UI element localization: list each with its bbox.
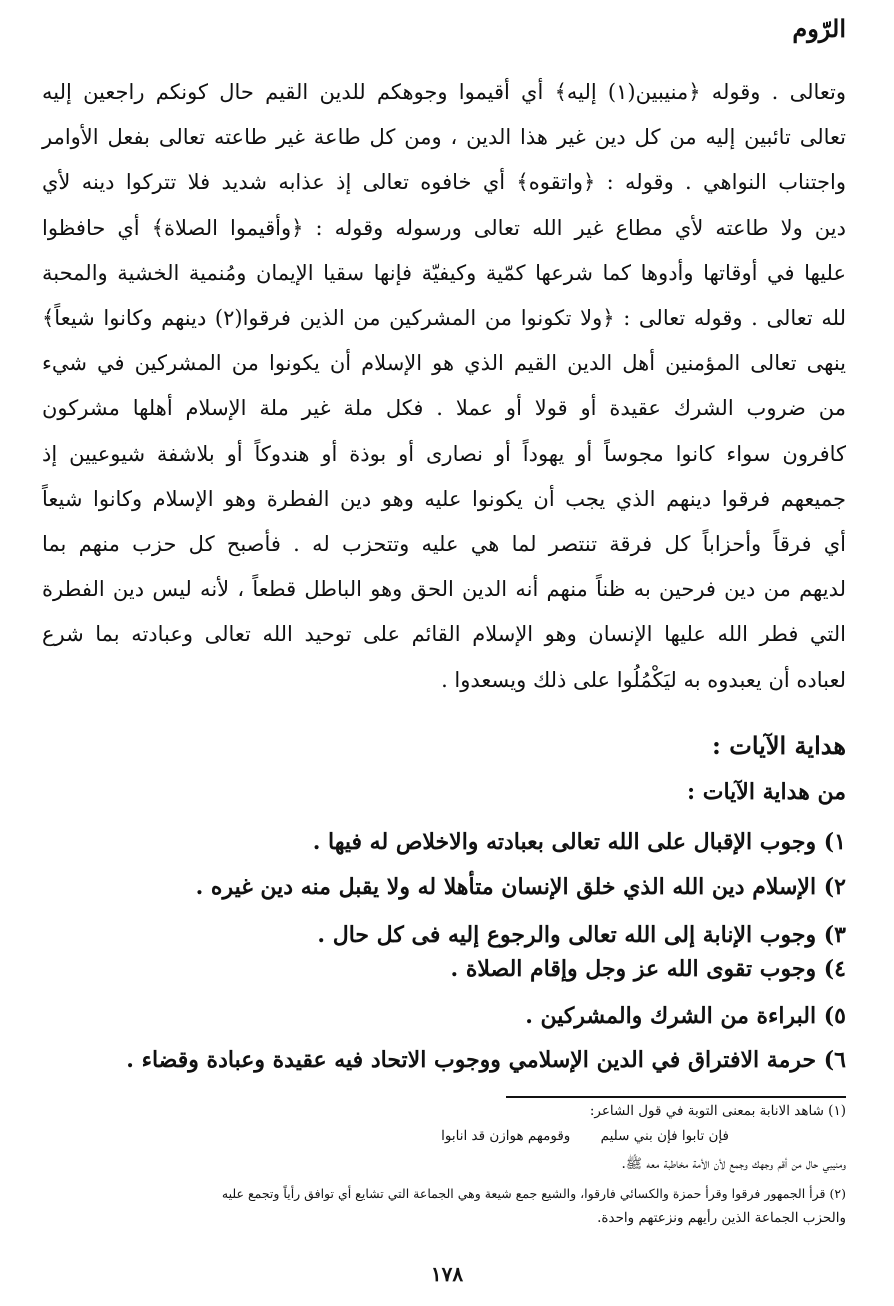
body-line: جميعهم فرقوا دينهم الذي يجب أن يكونوا عليه وهو دين الفطرة وهو الإسلام وكانوا شيعاً [42, 486, 846, 511]
body-line: أي فرقاً وأحزاباً كل فرقة تنتصر لما هي عليه وتتحزب له . فأصبح كل حزب منهم بما [42, 532, 846, 557]
footnote-1-note: ومنيبي حال من أقم وجهك وجمع لأن الأمة مخاطبة معه ﷺ. [621, 1156, 846, 1172]
section-subtitle: من هداية الآيات : [686, 779, 846, 805]
body-line: كافرون سواء كانوا مجوساً أو يهوداً أو نصارى أو بوذة أو هندوكاً أو بلاشفة شيوعيين إذ [42, 441, 846, 466]
commentary-body [42, 70, 846, 703]
body-line: ينهى تعالى المؤمنين أهل الدين القيم الذي هو الإسلام أن يكونوا من المشركين في شيء [42, 351, 846, 376]
surah-header: الرّوم [792, 14, 846, 43]
guidance-item: ٢) الإسلام دين الله الذي خلق الإنسان متأهلا له ولا يقبل منه دين غيره . [195, 874, 846, 900]
body-line: لعباده أن يعبدوه به ليَكْمُلُوا على ذلك ويسعدوا . [441, 667, 846, 692]
footnote-divider [506, 1096, 846, 1098]
verse-hemistich-2: وقومهم هوازن قد انابوا [441, 1128, 571, 1144]
body-line: دين ولا طاعته لأي مطاع غير الله تعالى ورسوله وقوله : ﴿وأقيموا الصلاة﴾ أي حافظوا [42, 215, 846, 240]
section-title: هداية الآيات : [712, 731, 846, 760]
body-line: من ضروب الشرك عقيدة أو قولا أو عملا . فكل ملة غير ملة الإسلام أهلها مشركون [42, 396, 846, 421]
body-line: لديهم من دين فرحين به ظناً منهم أنه الدين الحق وهو الباطل قطعاً ، لأنه ليس دين الفطرة [42, 577, 846, 602]
guidance-item: ٦) حرمة الافتراق في الدين الإسلامي ووجوب الاتحاد فيه عقيدة وعبادة وقضاء . [126, 1047, 846, 1073]
body-line: لله تعالى . وقوله تعالى : ﴿ولا تكونوا من المشركين من الذين فرقوا(٢) دينهم وكانوا شيعاً﴾ [42, 306, 846, 331]
guidance-item: ٥) البراءة من الشرك والمشركين . [525, 1003, 846, 1029]
guidance-item: ١) وجوب الإقبال على الله تعالى بعبادته والاخلاص له فيها . [312, 829, 846, 855]
guidance-item: ٤) وجوب تقوى الله عز وجل وإقام الصلاة . [450, 956, 846, 982]
body-line: عليها في أوقاتها وأدوها كما شرعها كمّية وكيفيّة فإنها سقيا الإيمان ومُنمية الخشية والمحبة [42, 260, 846, 285]
body-line: واجتناب النواهي . وقوله : ﴿واتقوه﴾ أي خافوه تعالى إذ عذابه شديد فلا تتركوا دينه لأي [42, 170, 846, 195]
page-number: ١٧٨ [430, 1262, 464, 1286]
verse-hemistich-1: فإن تابوا فإن بني سليم [600, 1128, 729, 1144]
poetry-verse [415, 1128, 729, 1144]
footnote-2-line-1: (٢) قرأ الجمهور فرقوا وقرأ حمزة والكسائي فارقوا، والشيع جمع شيعة وهي الجماعة التي تشايع أي توافق رأياً وتجمع عليه [221, 1186, 846, 1201]
body-line: وتعالى . وقوله ﴿منيبين(١) إليه﴾ أي أقيموا وجوهكم للدين القيم حال كونكم راجعين إليه [42, 80, 846, 104]
footnote-1-intro: (١) شاهد الانابة بمعنى التوبة في قول الشاعر: [589, 1103, 846, 1119]
body-line: تعالى تائبين إليه من كل دين غير هذا الدين ، ومن كل طاعة غير طاعته تعالى بفعل الأوامر [42, 125, 846, 150]
body-line: التي فطر الله عليها الإنسان وهو الإسلام القائم على توحيد الله تعالى وعبادته بما شرع [42, 622, 846, 647]
guidance-item: ٣) وجوب الإنابة إلى الله تعالى والرجوع إليه فى كل حال . [317, 922, 846, 948]
footnote-2-line-2: والحزب الجماعة الذين رأيهم ونزعتهم واحدة. [597, 1210, 846, 1226]
